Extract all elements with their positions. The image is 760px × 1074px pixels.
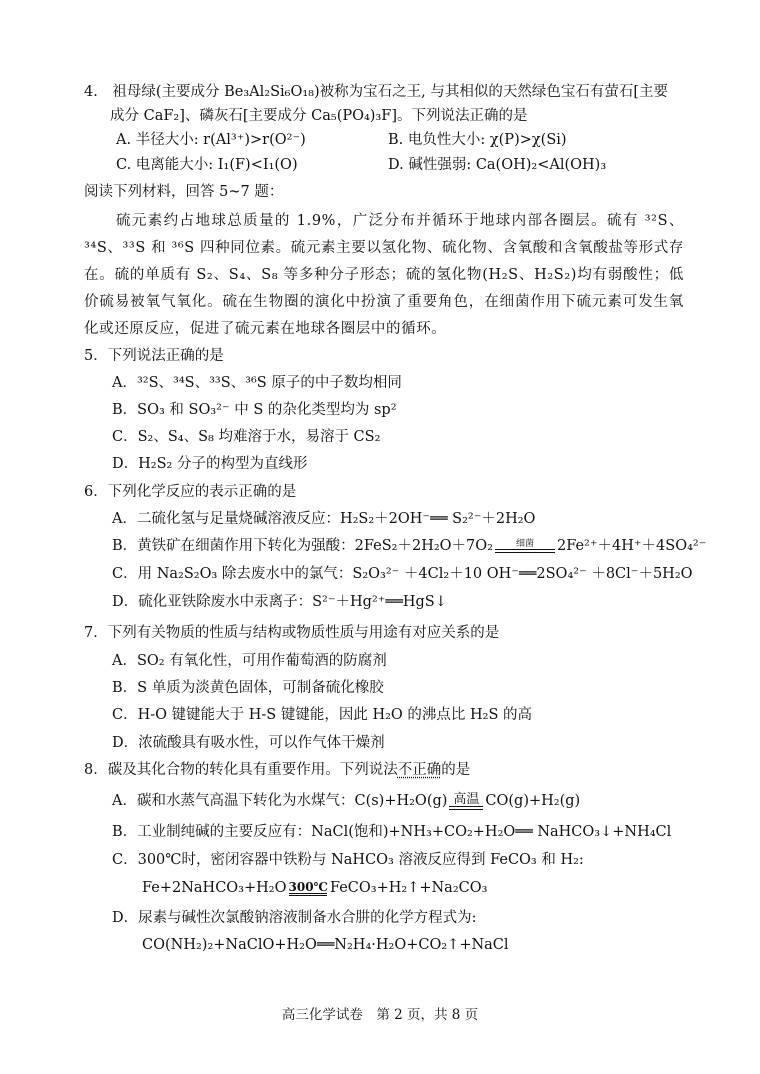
q6-option-b-rhs: 2Fe²⁺＋4H⁺＋4SO₄²⁻ <box>556 538 707 554</box>
q4-stem-line2: 成分 CaF₂]、磷灰石[主要成分 Ca₅(PO₄)₃F]。下列说法正确的是 <box>110 108 528 124</box>
q7-option-c: C．H-O 键键能大于 H-S 键键能，因此 H₂O 的沸点比 H₂S 的高 <box>112 707 533 723</box>
q8-stem-pre: 8．碳及其化合物的转化具有重要作用。下列说法 <box>84 762 398 778</box>
q8-option-b: B．工业制纯碱的主要反应有：NaCl(饱和)+NH₃+CO₂+H₂O══ NaHCO₃↓+NH₄Cl <box>112 824 672 840</box>
double-bar-icon <box>495 549 555 553</box>
q8-stem-emphasis: 不正确 <box>397 762 442 778</box>
reaction-condition: 300℃ <box>288 879 328 894</box>
q7-option-b: B．S 单质为淡黄色固体，可制备硫化橡胶 <box>112 680 384 696</box>
q8-option-c: C．300℃时，密闭容器中铁粉与 NaHCO₃ 溶液反应得到 FeCO₃ 和 H₂: <box>112 852 584 868</box>
q6-option-b-lhs: B．黄铁矿在细菌作用下转化为强酸：2FeS₂＋2H₂O＋7O₂ <box>112 538 493 554</box>
reaction-arrow <box>495 540 555 553</box>
q8-option-c-rhs: FeCO₃+H₂↑+Na₂CO₃ <box>329 880 488 896</box>
q7-option-a: A．SO₂ 有氧化性，可用作葡萄酒的防腐剂 <box>112 653 387 669</box>
q8-option-d-equation: CO(NH₂)₂+NaClO+H₂O══N₂H₄·H₂O+CO₂↑+NaCl <box>142 937 509 953</box>
q8-stem-post: 的是 <box>441 762 471 778</box>
q5-option-d: D．H₂S₂ 分子的构型为直线形 <box>112 456 308 472</box>
q7-option-d: D．浓硫酸具有吸水性，可以作气体干燥剂 <box>112 735 385 751</box>
q4-option-c: C. 电离能大小: I₁(F)<I₁(O) <box>116 157 298 173</box>
q4-option-a: A. 半径大小: r(Al³⁺)>r(O²⁻) <box>116 132 306 148</box>
q6-stem: 6．下列化学反应的表示正确的是 <box>84 484 297 500</box>
q6-option-d: D．硫化亚铁除废水中汞离子：S²⁻＋Hg²⁺══HgS↓ <box>112 594 447 610</box>
q4-stem-line1: 4. 祖母绿(主要成分 Be₃Al₂Si₆O₁₈)被称为宝石之王, 与其相似的天然绿色宝石有萤石[主要 <box>84 84 668 100</box>
q5-stem: 5．下列说法正确的是 <box>84 348 224 364</box>
reaction-arrow <box>449 793 483 810</box>
q5-option-c: C．S₂、S₄、S₈ 均难溶于水，易溶于 CS₂ <box>112 429 381 445</box>
q8-option-c-lhs: Fe+2NaHCO₃+H₂O <box>142 880 287 896</box>
reaction-arrow <box>289 881 328 896</box>
reading-intro: 阅读下列材料，回答 5~7 题： <box>84 184 284 200</box>
q5-option-b: B．SO₃ 和 SO₃²⁻ 中 S 的杂化类型均为 sp² <box>112 402 397 418</box>
q6-option-b <box>112 536 706 556</box>
q8-option-a <box>112 791 580 811</box>
q8-stem <box>84 760 470 780</box>
q7-stem: 7．下列有关物质的性质与结构或物质性质与用途有对应关系的是 <box>84 625 500 641</box>
q8-option-a-rhs: CO(g)+H₂(g) <box>485 793 581 809</box>
reaction-condition: 高温 <box>453 791 480 807</box>
q6-option-a: A．二硫化氢与足量烧碱溶液反应：H₂S₂＋2OH⁻══ S₂²⁻＋2H₂O <box>112 511 536 527</box>
q4-option-b: B. 电负性大小: χ(P)>χ(Si) <box>388 132 567 148</box>
q5-option-a: A．³²S、³⁴S、³³S、³⁶S 原子的中子数均相同 <box>112 375 402 391</box>
q8-option-d: D．尿素与碱性次氯酸钠溶液制备水合肼的化学方程式为: <box>112 910 477 926</box>
reaction-condition: 细菌 <box>515 538 534 549</box>
q6-option-c: C．用 Na₂S₂O₃ 除去废水中的氯气：S₂O₃²⁻ ＋4Cl₂＋10 OH⁻══2SO₄²⁻ ＋8Cl⁻＋5H₂O <box>112 566 693 582</box>
q8-option-c-equation <box>142 878 487 898</box>
q4-option-d: D. 碱性强弱: Ca(OH)₂<Al(OH)₃ <box>388 157 607 173</box>
q8-option-a-lhs: A．碳和水蒸气高温下转化为水煤气：C(s)+H₂O(g) <box>112 793 448 809</box>
page-footer: 高三化学试卷 第 2 页，共 8 页 <box>281 1007 479 1023</box>
reading-passage: 硫元素约占地球总质量的 1.9%，广泛分布并循环于地球内部各圈层。硫有 ³²S、³⁴S、³³S 和 ³⁶S 四种同位素。硫元素主要以氢化物、硫化物、含氧酸和含氧酸盐等形式存在。硫的单质有 S₂、S₄、S₈ 等多种分子形态；硫的氢化物(H₂S、H₂S₂)均有弱酸性；低价硫易被氧气氧化。硫在生物圈的演化中扮演了重要角色，在细菌作用下硫元素可发生氧化或还原反应，促进了硫元素在地球各圈层中的循环。 <box>84 213 684 337</box>
